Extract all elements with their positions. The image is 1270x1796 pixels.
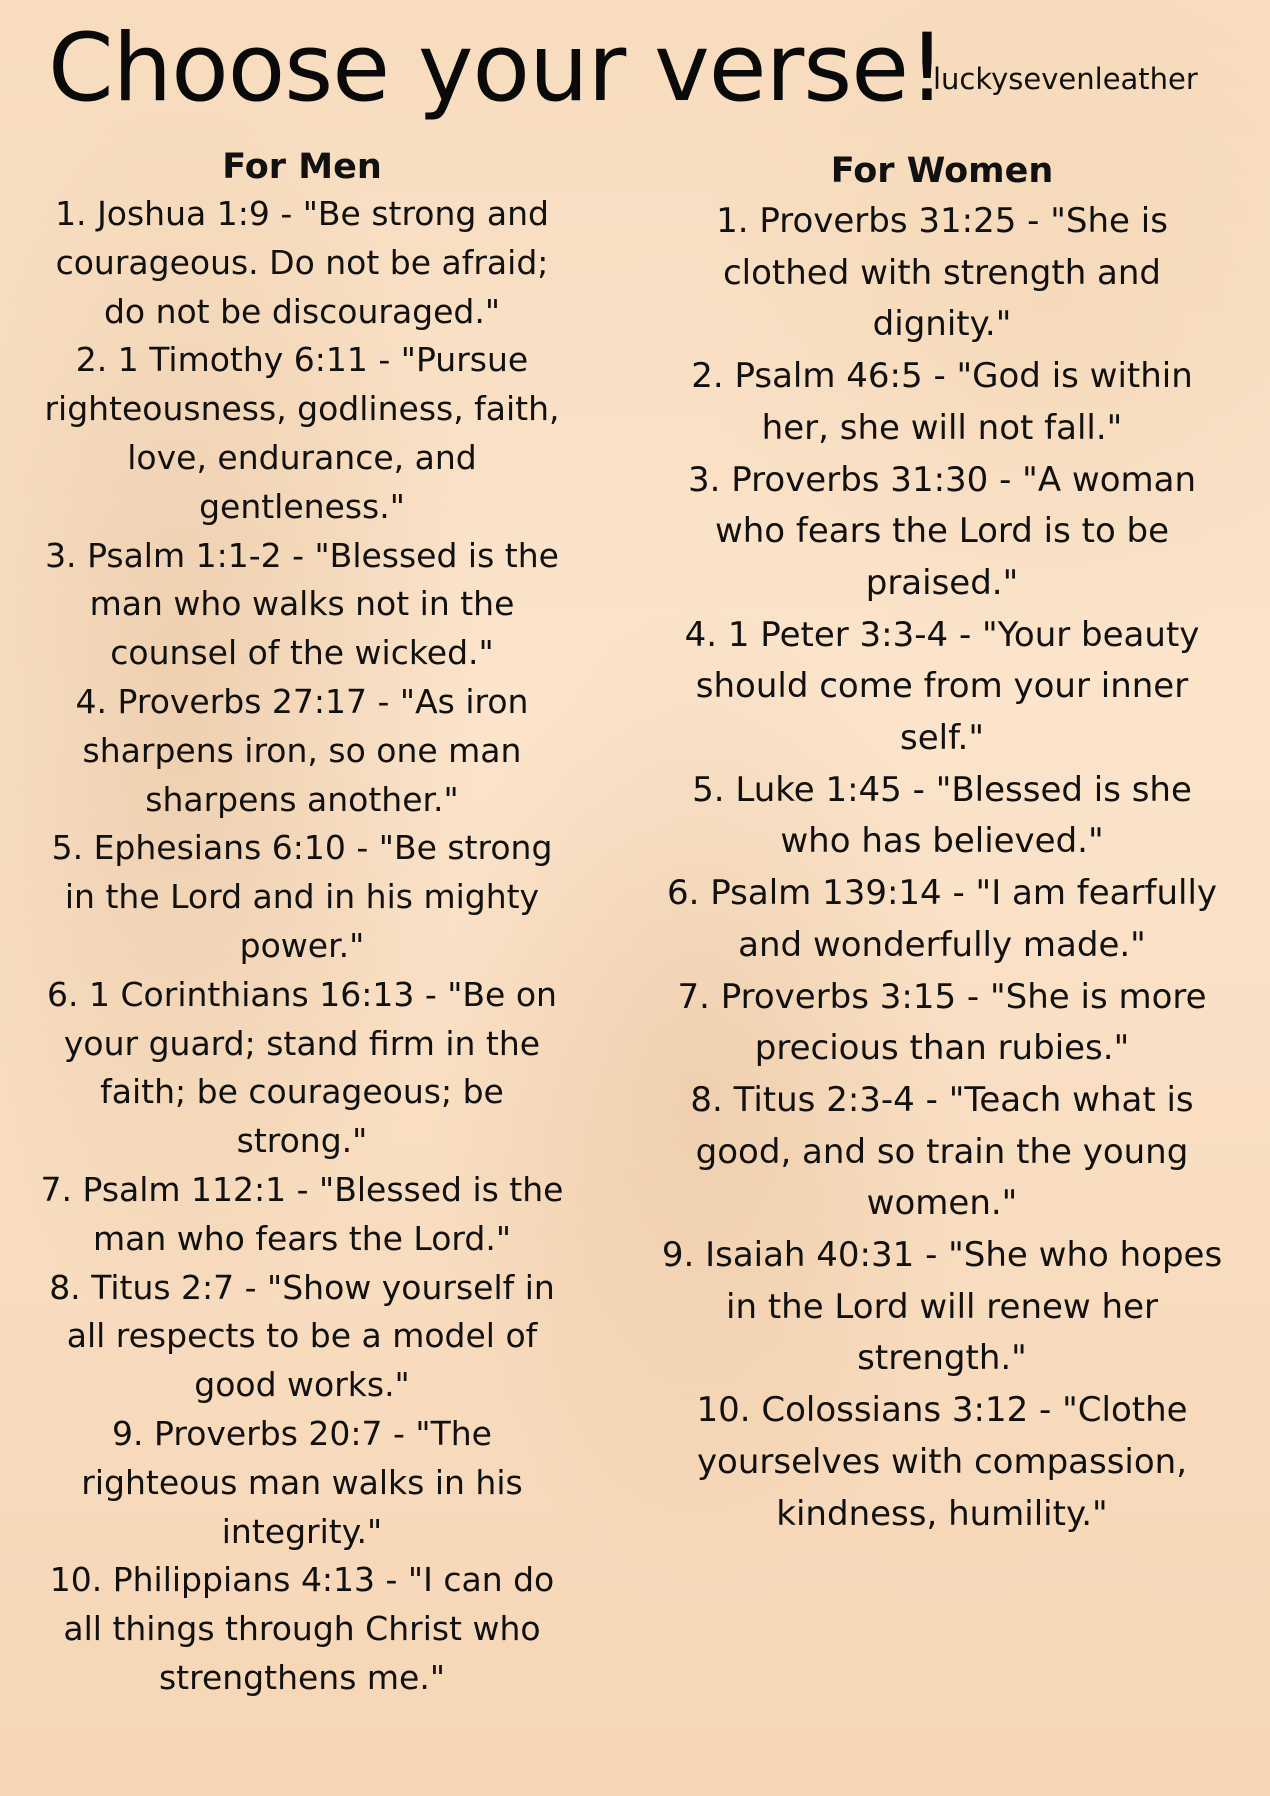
verse-text: Proverbs 31:30 - "A woman who fears the Lord is to be praised."	[714, 459, 1196, 603]
verse-text: Proverbs 3:15 - "She is more precious than rubies."	[720, 976, 1207, 1069]
verse-number: 3.	[45, 535, 77, 575]
verse-number: 5.	[51, 828, 84, 868]
verse-text: Ephesians 6:10 - "Be strong in the Lord and in his mighty power."	[64, 828, 553, 965]
men-verse-list	[32, 190, 572, 1703]
women-verse-item	[656, 868, 1228, 971]
verse-number: 4.	[75, 681, 108, 721]
verse-number: 9.	[661, 1235, 695, 1276]
verse-number: 5.	[692, 769, 725, 810]
verse-text: Psalm 46:5 - "God is within her, she will not fall."	[734, 356, 1193, 448]
verse-text: Colossians 3:12 - "Clothe yourselves with compassion, kindness, humility."	[696, 1390, 1188, 1534]
men-verse-item	[32, 824, 572, 970]
men-verse-item	[32, 190, 572, 336]
women-verse-item	[656, 1230, 1228, 1385]
brand-handle: luckysevenleather	[933, 62, 1198, 96]
verse-text: Proverbs 20:7 - "The righteous man walks in his integrity."	[81, 1413, 523, 1551]
verse-number: 8.	[690, 1079, 723, 1120]
men-heading: For Men	[222, 147, 382, 187]
verse-number: 4.	[684, 614, 718, 655]
verse-number: 9.	[112, 1413, 144, 1453]
verse-number: 7.	[677, 976, 710, 1017]
men-verse-item	[32, 971, 572, 1166]
verse-text: Proverbs 27:17 - "As iron sharpens iron, so one man sharpens another."	[82, 681, 529, 819]
verse-text: Titus 2:3-4 - "Teach what is good, and so train the young women."	[695, 1079, 1194, 1224]
verse-text: Psalm 112:1 - "Blessed is the man who fears the Lord."	[82, 1169, 564, 1258]
verse-text: Joshua 1:9 - "Be strong and courageous. Do not be afraid; do not be discouraged."	[55, 194, 549, 331]
men-verse-item	[32, 1556, 572, 1702]
verse-number: 10.	[49, 1560, 103, 1600]
women-column	[656, 144, 1228, 1540]
men-verse-item	[32, 532, 572, 678]
women-verse-item	[656, 196, 1228, 351]
verse-number: 7.	[40, 1169, 73, 1209]
verse-number: 6.	[47, 974, 79, 1014]
verse-number: 1.	[55, 194, 87, 233]
women-verse-item	[656, 351, 1228, 454]
men-verse-item	[32, 336, 572, 531]
women-verse-item	[656, 765, 1228, 868]
verse-number: 1.	[716, 201, 749, 241]
verse-number: 2.	[691, 356, 724, 397]
verse-text: 1 Corinthians 16:13 - "Be on your guard; stand firm in the faith; be courageous; be strong."	[63, 974, 557, 1161]
men-verse-item	[32, 1410, 572, 1556]
verse-text: 1 Timothy 6:11 - "Pursue righteousness, godliness, faith, love, endurance, and gentleness."	[44, 340, 560, 526]
women-verse-item	[656, 972, 1228, 1075]
verse-text: Psalm 1:1-2 - "Blessed is the man who walks not in the counsel of the wicked."	[87, 535, 559, 673]
verse-text: Isaiah 40:31 - "She who hopes in the Lord will renew her strength."	[705, 1235, 1223, 1379]
verse-text: Philippians 4:13 - "I can do all things through Christ who strengthens me."	[63, 1560, 555, 1697]
verse-text: Proverbs 31:25 - "She is clothed with strength and dignity."	[722, 201, 1168, 345]
men-column	[32, 144, 572, 1703]
men-verse-item	[32, 1264, 572, 1410]
verse-text: 1 Peter 3:3-4 - "Your beauty should come from your inner self."	[695, 614, 1200, 759]
women-heading: For Women	[830, 151, 1054, 191]
men-verse-item	[32, 678, 572, 824]
verse-number: 2.	[75, 340, 108, 380]
verse-text: Luke 1:45 - "Blessed is she who has believed."	[735, 769, 1192, 862]
page-title: Choose your verse!	[48, 14, 945, 123]
women-verse-item	[656, 1075, 1228, 1230]
verse-number: 6.	[666, 873, 700, 914]
verse-number: 10.	[696, 1390, 751, 1431]
women-verse-item	[656, 1385, 1228, 1540]
women-verse-item	[656, 610, 1228, 765]
women-verse-item	[656, 455, 1228, 610]
verse-text: Psalm 139:14 - "I am fearfully and wonderfully made."	[710, 873, 1218, 965]
women-verse-list	[656, 196, 1228, 1540]
men-verse-item	[32, 1166, 572, 1264]
verse-text: Titus 2:7 - "Show yourself in all respects to be a model of good works."	[66, 1267, 555, 1405]
verse-number: 3.	[687, 459, 721, 500]
verse-number: 8.	[49, 1267, 81, 1307]
